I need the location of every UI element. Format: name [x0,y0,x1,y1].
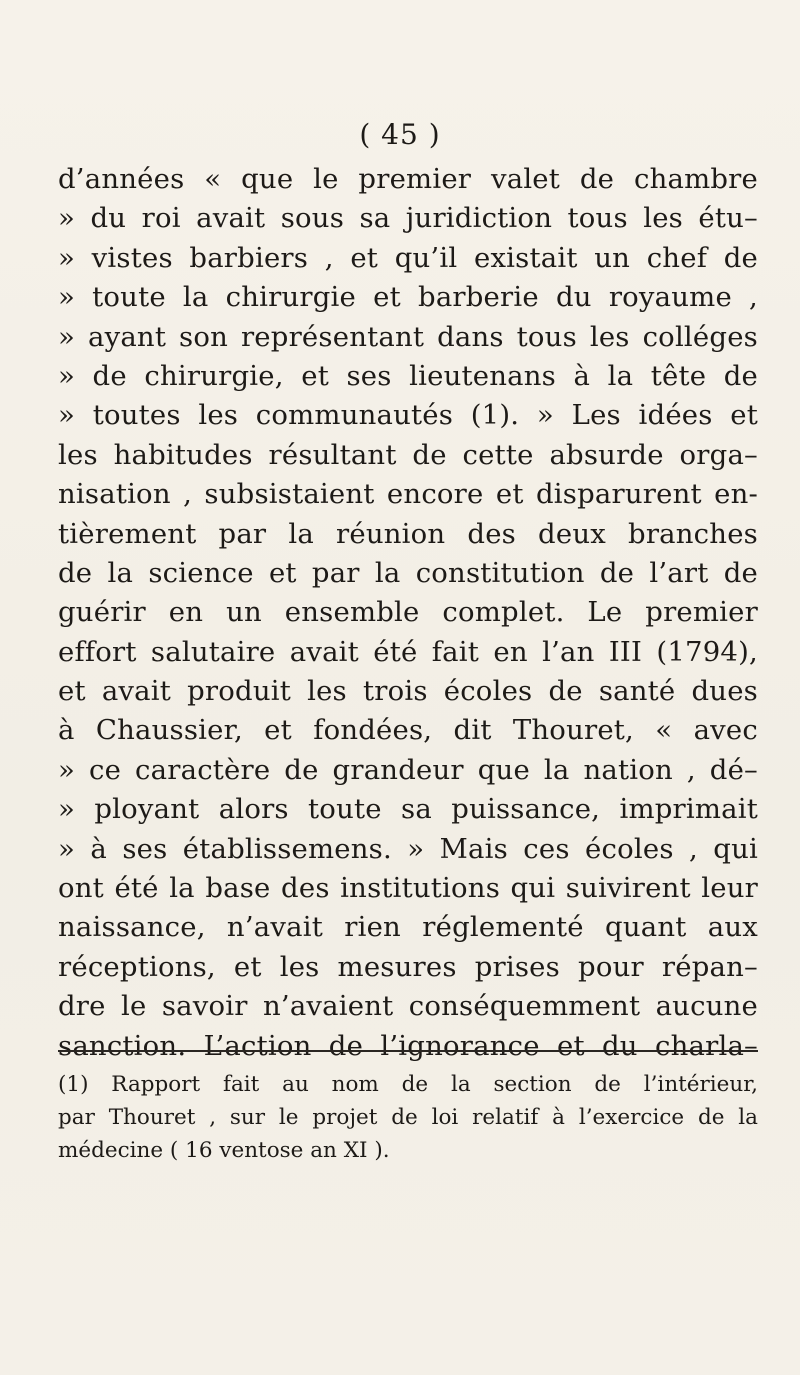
text-line: » ployant alors toute sa puissance, imprimait [58,793,758,826]
footnote-line: par Thouret , sur le projet de loi relatif à l’exercice de la [58,1105,758,1130]
footnote-divider [58,1050,758,1052]
text-line: nisation , subsistaient encore et disparurent en- [58,478,758,511]
text-line: et avait produit les trois écoles de santé dues [58,675,758,708]
text-line: » toute la chirurgie et barberie du royaume , [58,281,758,314]
page-number: ( 45 ) [359,118,441,151]
text-line: » toutes les communautés (1). » Les idées et [58,399,758,432]
text-line: » du roi avait sous sa juridiction tous les étu– [58,202,758,235]
text-line: de la science et par la constitution de l’art de [58,556,758,589]
text-line: sanction. L’action de l’ignorance et du charla– [58,1029,758,1062]
text-line: d’années « que le premier valet de chambre [58,163,758,195]
footnote-line: médecine ( 16 ventose an XI ). [58,1138,390,1163]
text-line: » de chirurgie, et ses lieutenans à la tête de [58,359,758,392]
text-line: » ce caractère de grandeur que la nation , dé– [58,753,758,786]
text-line: réceptions, et les mesures prises pour répan– [58,950,758,983]
footnote-line: (1) Rapport fait au nom de la section de l’intérieur, [58,1072,758,1097]
text-line: tièrement par la réunion des deux branches [58,517,758,550]
text-line: » à ses établissemens. » Mais ces écoles , qui [58,832,758,865]
text-line: à Chaussier, et fondées, dit Thouret, « avec [58,714,758,747]
text-line: effort salutaire avait été fait en l’an III (1794), [58,635,758,668]
text-line: ont été la base des institutions qui suivirent leur [58,872,758,905]
text-line: » vistes barbiers , et qu’il existait un chef de [58,241,758,274]
text-line: » ayant son représentant dans tous les colléges [58,320,758,353]
text-line: dre le savoir n’avaient conséquemment aucune [58,990,758,1023]
text-line: guérir en un ensemble complet. Le premier [58,596,758,629]
body-text [58,160,758,1066]
footnotes [58,1068,758,1167]
text-line: les habitudes résultant de cette absurde orga– [58,438,758,471]
text-line: naissance, n’avait rien réglementé quant aux [58,911,758,944]
